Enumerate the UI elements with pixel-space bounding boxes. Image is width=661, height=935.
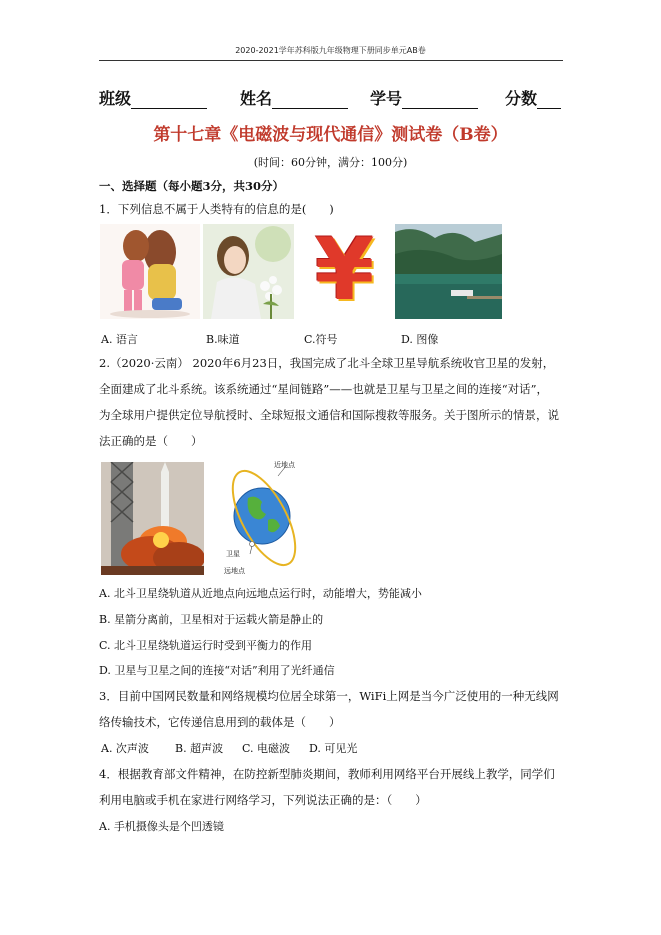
q3-option-d[interactable]: D. 可见光 — [309, 742, 358, 755]
girl-smelling-flower-image — [203, 224, 294, 319]
q2-option-d[interactable]: D. 卫星与卫星之间的连接“对话”利用了光纤通信 — [99, 664, 335, 677]
header-divider — [99, 60, 563, 61]
question-3-line-2: 络传输技术，它传递信息用到的载体是（ ） — [99, 715, 341, 729]
yuan-symbol-image — [297, 224, 392, 319]
q3-option-b[interactable]: B. 超声波 — [175, 742, 224, 755]
name-blank[interactable] — [272, 90, 348, 109]
q1-option-d[interactable]: D. 图像 — [401, 333, 439, 346]
apogee-label: 远地点 — [224, 567, 245, 575]
question-2-line-1: 2.（2020·云南） 2020年6月23日，我国完成了北斗全球卫星导航系统收官卫星的发射， — [99, 356, 555, 370]
lake-landscape-image — [395, 224, 502, 319]
score-blank[interactable] — [537, 90, 561, 109]
question-2-line-3: 为全球用户提供定位导航授时、全球短报文通信和国际搜救等服务。关于图所示的情景，说 — [99, 408, 559, 422]
class-blank[interactable] — [131, 90, 207, 109]
q1-option-b[interactable]: B.味道 — [206, 333, 240, 346]
q1-option-c[interactable]: C.符号 — [304, 333, 338, 346]
question-1-text: 1．下列信息不属于人类特有的信息的是( ) — [99, 202, 334, 216]
question-4-line-1: 4．根据教育部文件精神，在防控新型肺炎期间，教师利用网络平台开展线上教学，同学们 — [99, 767, 555, 781]
q1-option-a[interactable]: A. 语言 — [101, 333, 138, 346]
question-3-options — [99, 740, 569, 756]
satellite-orbit-diagram — [210, 456, 320, 576]
q2-option-a[interactable]: A. 北斗卫星绕轨道从近地点向远地点运行时，动能增大，势能减小 — [99, 587, 422, 600]
question-3-line-1: 3．目前中国网民数量和网络规模均位居全球第一，WiFi上网是当今广泛使用的一种无线网 — [99, 689, 559, 703]
id-label: 学号 — [370, 89, 403, 108]
time-info: (时间：60分钟，满分：100分) — [253, 156, 408, 169]
hugging-figures-image — [100, 224, 200, 319]
question-4-line-2: 利用电脑或手机在家进行网络学习，下列说法正确的是：（ ） — [99, 793, 427, 807]
page-title: 第十七章《电磁波与现代通信》测试卷（B卷） — [153, 125, 508, 145]
id-field — [370, 86, 478, 109]
score-field — [505, 86, 561, 109]
q2-option-b[interactable]: B. 星箭分离前，卫星相对于运载火箭是静止的 — [99, 613, 324, 626]
name-label: 姓名 — [240, 89, 273, 108]
q3-option-a[interactable]: A. 次声波 — [101, 742, 149, 755]
page-header: 2020-2021学年苏科版九年级物理下册同步单元AB卷 — [235, 46, 426, 55]
rocket-launch-image — [101, 462, 204, 575]
id-blank[interactable] — [402, 90, 478, 109]
q4-option-a[interactable]: A. 手机摄像头是个凹透镜 — [99, 820, 224, 833]
class-field — [99, 86, 207, 109]
score-label: 分数 — [505, 89, 538, 108]
question-2-line-2: 全面建成了北斗系统。该系统通过“星间链路”——也就是卫星与卫星之间的连接“对话”， — [99, 382, 549, 396]
question-2-line-4: 法正确的是（ ） — [99, 434, 203, 448]
satellite-label: 卫星 — [226, 550, 240, 558]
q3-option-c[interactable]: C. 电磁波 — [242, 742, 291, 755]
yuan-glyph: ¥ — [314, 224, 375, 319]
question-1-options — [99, 331, 569, 347]
student-info-row — [99, 86, 569, 108]
section-heading: 一、选择题（每小题3分，共30分） — [99, 179, 285, 193]
name-field — [240, 86, 348, 109]
perigee-label: 近地点 — [274, 461, 295, 469]
class-label: 班级 — [99, 89, 132, 108]
q2-option-c[interactable]: C. 北斗卫星绕轨道运行时受到平衡力的作用 — [99, 639, 313, 652]
